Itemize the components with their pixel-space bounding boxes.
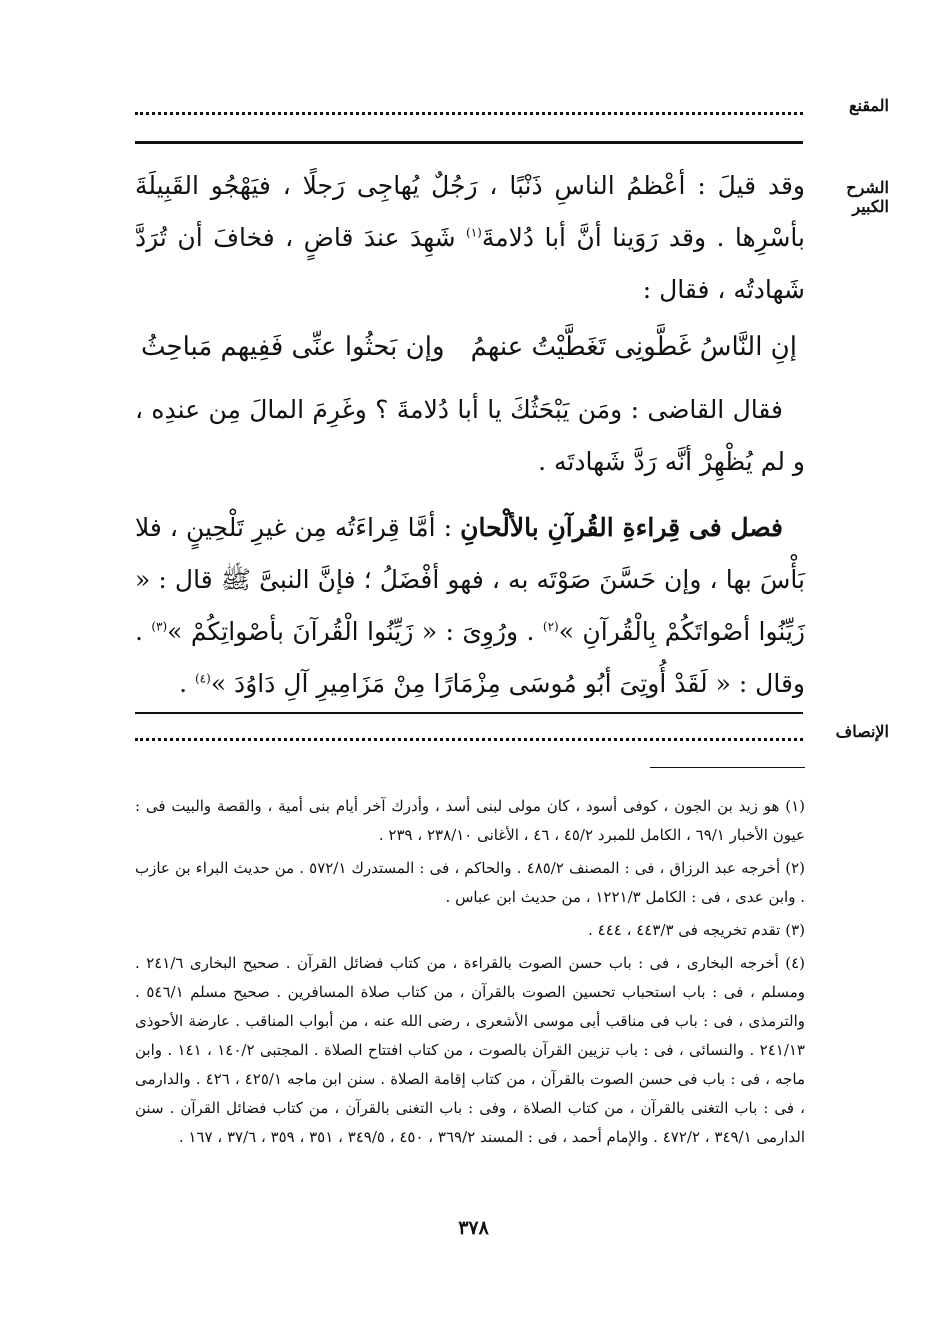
paragraph-text: : أمَّا قِراءَتُه مِن غيرِ تَلْحِينٍ ، فلا بَأْسَ بها ، وإن حَسَّنَ صَوْتَه به ، فهو أفْضَلُ ؛ فإنَّ النبىَّ ﷺ قال : « زَيِّنُوا أصْواتَكُمْ بِالْقُرآنِ » <box>135 513 805 646</box>
insaf-rule <box>135 712 803 714</box>
section-heading: فصل فى قِراءةِ القُرآنِ بالألْحانِ <box>460 513 783 542</box>
footnote-ref: (٣) <box>151 619 168 634</box>
header-rule <box>135 141 803 144</box>
paragraph-text: وقد قيلَ : أعْظمُ الناسِ ذَنْبًا ، رَجُلٌ يُهاجِى رَجلًا ، فيَهْجُو القَبِيلَةَ بأسْرِها . وقد رَوَينا أنَّ أبا دُلامةَ <box>135 171 806 252</box>
sharh-label: الشرح الكبير <box>846 178 889 216</box>
footnote-3: (٣) تقدم تخريجه فى ٤٤٣/٣ ، ٤٤٤ . <box>588 921 805 939</box>
verse-second-hemistich: وإن بَحثُوا عنِّى فَفِيهم مَباحِثُ <box>141 332 445 362</box>
muqni-dotted-line <box>135 112 803 119</box>
sharh-text <box>135 160 805 710</box>
poem-verse <box>135 316 805 384</box>
paragraph-qadi <box>135 384 805 488</box>
page-number: ٣٧٨ <box>458 1217 489 1239</box>
footnote-ref: (١) <box>466 225 482 240</box>
footnote-separator <box>650 767 805 768</box>
paragraph-text: . وقال : « لَقَدْ أُوتِىَ أبُو مُوسَى مِزْمَارًا مِنْ مَزَامِيرِ آلِ دَاوُدَ » <box>135 617 805 698</box>
paragraph-text: . <box>179 669 195 698</box>
paragraph-fasl <box>135 502 805 710</box>
footnote-4: (٤) أخرجه البخارى ، فى : باب حسن الصوت بالقراءة ، من كتاب فضائل القرآن . صحيح البخارى ٢٤١/٦ . ومسلم ، فى : باب استحباب تحسين الصوت بالقرآن ، من كتاب صلاة المسافرين . صحيح مسلم ٥٤٦/١ . والترمذى ، فى : باب فى مناقب أبى موسى الأشعرى ، رضى الله عنه ، من أبواب المناقب . عارضة الأحوذى ٢٤١/١٣ . والنسائى ، فى : باب تزيين القرآن بالصوت ، من كتاب افتتاح الصلاة . المجتبى ١٤٠/٢ ، ١٤١ . وابن ماجه ، فى : باب فى حسن الصوت بالقرآن ، من كتاب إقامة الصلاة . سنن ابن ماجه ٤٢٥/١ ، ٤٢٦ . والدارمى ، فى : باب التغنى بالقرآن ، من كتاب الصلاة ، وفى : باب التغنى بالقرآن ، من كتاب فضائل القرآن . سنن الدارمى ٣٤٩/١ ، ٤٧٢/٢ . والإمام أحمد ، فى : المسند ٣٦٩/٢ ، ٤٥٠ ، ٣٤٩/٥ ، ٣٥١ ، ٣٥٩ ، ٣٧/٦ ، ١٦٧ . <box>135 954 805 1146</box>
footnote-1: (١) هو زيد بن الجون ، كوفى أسود ، كان مولى لبنى أسد ، وأدرك آخر أيام بنى أمية ، والقصة والبيت فى : عيون الأخبار ٦٩/١ ، الكامل للمبرد ٤٥/٢ ، ٤٦ ، الأغانى ٢٣٨/١٠ ، ٢٣٩ . <box>135 797 805 844</box>
paragraph-qeel <box>135 160 805 316</box>
insaf-label: الإنصاف <box>835 722 889 741</box>
footnote-2: (٢) أخرجه عبد الرزاق ، فى : المصنف ٤٨٥/٢ . والحاكم ، فى : المستدرك ٥٧٢/١ . من حديث البراء بن عازب . وابن عدى ، فى : الكامل ١٢٢١/٣ ، من حديث ابن عباس . <box>135 859 806 906</box>
paragraph-text: فقال القاضى : ومَن يَبْحَثُكَ يا أبا دُلامةَ ؟ وغَرِمَ المالَ مِن عندِه ، و لم يُظْهِرْ أنَّه رَدَّ شَهادتَه . <box>135 395 805 476</box>
muqni-label: المقنع <box>848 96 889 115</box>
footnotes <box>135 792 805 1156</box>
insaf-dotted-line <box>135 738 803 745</box>
footnote-ref: (٤) <box>194 671 211 686</box>
verse-first-hemistich: إنِ النَّاسُ غَطَّونِى تَغَطَّيْتُ عنهمُ <box>470 332 797 362</box>
footnote-ref: (٢) <box>542 619 559 634</box>
paragraph-text: شَهِدَ عندَ قاضٍ ، فخافَ أن تُرَدَّ شَهادتُه ، فقال : <box>135 223 805 304</box>
paragraph-text: . ورُوِىَ : « زَيِّنُوا الْقُرآنَ بأصْواتِكُمْ » <box>167 617 543 646</box>
